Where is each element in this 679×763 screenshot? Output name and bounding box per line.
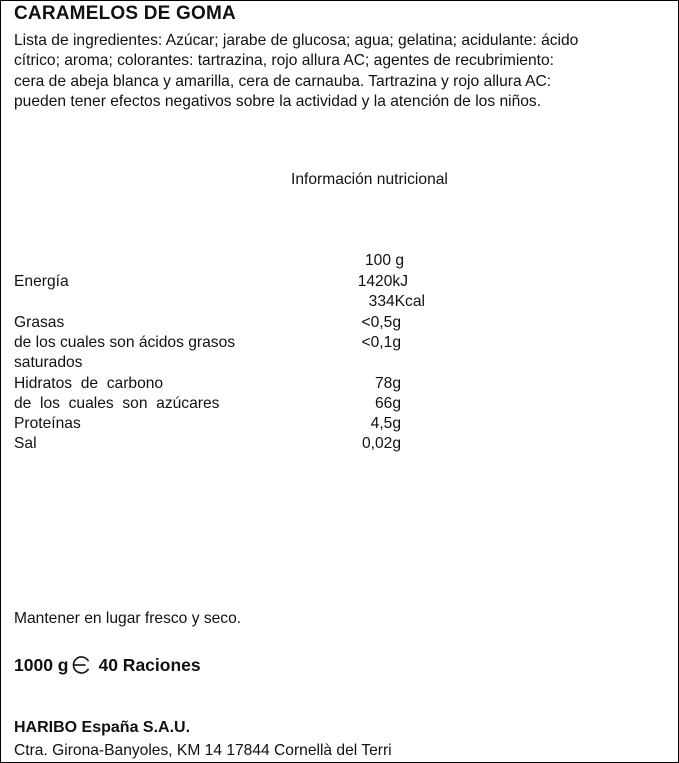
nutrition-row-name: Energía	[14, 273, 69, 290]
storage-instructions: Mantener en lugar fresco y seco.	[14, 610, 242, 627]
company-name: HARIBO España S.A.U.	[14, 719, 191, 736]
nutrition-row-name: de los cuales son azúcares	[14, 395, 220, 412]
nutrition-row-name: Grasas	[14, 314, 65, 331]
ingredients-list	[14, 31, 664, 112]
net-weight: 1000 g	[14, 654, 69, 675]
nutrition-per-label: 100 g	[364, 252, 404, 269]
net-portions: 40 Raciones	[98, 654, 201, 675]
nutrition-row-value: 4,5g	[370, 415, 401, 432]
ingredients-line: cera de abeja blanca y amarilla, cera de carnauba. Tartrazina y rojo allura AC:	[14, 72, 552, 90]
nutrition-row-value: 0,02g	[361, 435, 401, 452]
nutrition-row-name: Sal	[14, 435, 37, 452]
nutrition-row-value: 78g	[374, 375, 401, 392]
nutrition-row-value: <0,1g	[361, 334, 401, 351]
net-quantity	[14, 654, 201, 676]
nutrition-row-value: 66g	[374, 395, 401, 412]
ingredients-line: pueden tener efectos negativos sobre la actividad y la atención de los niños.	[14, 92, 542, 110]
product-title: CARAMELOS DE GOMA	[14, 3, 236, 24]
nutrition-row-name: Hidratos de carbono	[14, 375, 164, 392]
nutrition-row-name: de los cuales son ácidos grasos	[14, 334, 236, 351]
ingredients-line: cítrico; aroma; colorantes: tartrazina, rojo allura AC; agentes de recubrimiento:	[14, 52, 554, 70]
nutrition-row-value: 1420kJ	[357, 273, 408, 290]
nutrition-row-value: 334Kcal	[368, 293, 425, 310]
company-address: Ctra. Girona-Banyoles, KM 14 17844 Cornellà del Terri	[14, 742, 392, 759]
nutrition-row-value: <0,5g	[361, 314, 401, 331]
nutrition-row-name: saturados	[14, 354, 83, 371]
e-mark-icon	[70, 654, 92, 676]
nutrition-row-name: Proteínas	[14, 415, 81, 432]
ingredients-line: Lista de ingredientes: Azúcar; jarabe de glucosa; agua; gelatina; acidulante: ácido	[14, 32, 579, 49]
nutrition-heading: Información nutricional	[291, 171, 448, 188]
